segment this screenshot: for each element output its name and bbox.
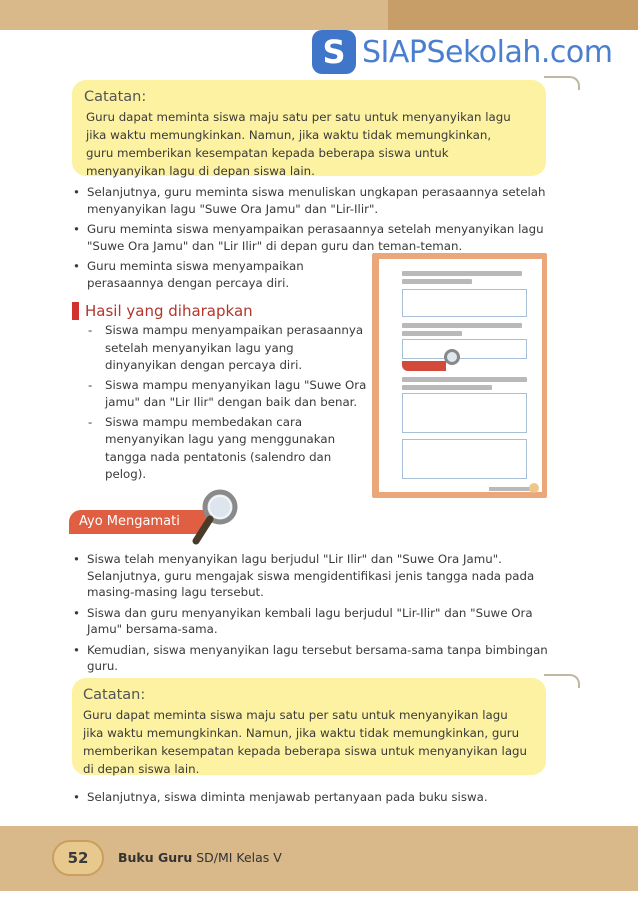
list-item: • Guru meminta siswa menyampaikan perasaannya dengan percaya diri. bbox=[73, 258, 373, 291]
thumb-answer-box bbox=[402, 289, 527, 317]
thumb-page-number bbox=[529, 483, 539, 493]
watermark bbox=[312, 28, 613, 76]
thumb-answer-box bbox=[402, 439, 527, 479]
note-line: jika waktu memungkinkan. Namun, jika waktu tidak memungkinkan, bbox=[86, 128, 492, 142]
list-item: • Guru meminta siswa menyampaikan perasaannya setelah menyanyikan lagu "Suwe Ora Jamu" dan "Lir Ilir" di depan guru dan teman-teman. bbox=[73, 221, 553, 254]
note-body bbox=[86, 108, 541, 180]
page-number: 52 bbox=[52, 840, 104, 876]
note-body bbox=[83, 706, 541, 778]
note-line: Guru dapat meminta siswa maju satu per satu untuk menyanyikan lagu bbox=[83, 708, 508, 722]
section-heading bbox=[72, 301, 253, 321]
book-title bbox=[118, 850, 282, 865]
thumb-text-line bbox=[402, 323, 522, 328]
list-item: • Selanjutnya, guru meminta siswa menuliskan ungkapan perasaannya setelah menyanyikan lagu "Suwe Ora Jamu" dan "Lir-Ilir". bbox=[73, 184, 553, 217]
thumb-text-line bbox=[402, 385, 492, 390]
section-title: Hasil yang diharapkan bbox=[85, 302, 253, 320]
top-decorative-band-dark bbox=[388, 0, 638, 30]
magnifier-icon bbox=[190, 487, 242, 547]
expected-results-list bbox=[88, 322, 368, 486]
list-item: - Siswa mampu menyampaikan perasaannya setelah menyanyikan lagu yang dinyanyikan dengan percaya diri. bbox=[88, 322, 368, 375]
thumb-text-line bbox=[402, 331, 462, 336]
note-title: Catatan: bbox=[84, 89, 147, 105]
list-item: • Siswa telah menyanyikan lagu berjudul "Lir Ilir" dan "Suwe Ora Jamu". Selanjutnya, guru mengajak siswa mengidentifikasi jenis tangga nada pada masing-masing lagu tersebut. bbox=[73, 551, 553, 601]
bullet-list-3 bbox=[73, 789, 553, 810]
thumb-text-line bbox=[402, 271, 522, 276]
thumb-text-line bbox=[402, 279, 472, 284]
thumb-answer-box bbox=[402, 393, 527, 433]
note-title: Catatan: bbox=[83, 687, 146, 703]
thumb-magnifier-icon bbox=[444, 349, 460, 365]
watermark-text: SIAPSekolah.com bbox=[362, 34, 613, 70]
note-corner-tab bbox=[544, 674, 580, 688]
book-title-rest: SD/MI Kelas V bbox=[192, 850, 282, 865]
list-item: • Kemudian, siswa menyanyikan lagu tersebut bersama-sama tanpa bimbingan guru. bbox=[73, 642, 553, 675]
note-line: jika waktu memungkinkan. Namun, jika waktu tidak memungkinkan, guru bbox=[83, 726, 520, 740]
note-box-1 bbox=[72, 80, 546, 176]
list-item: - Siswa mampu membedakan cara menyanyikan lagu yang menggunakan tangga nada pentatonis (salendro dan pelog). bbox=[88, 414, 368, 484]
section-marker bbox=[72, 302, 79, 320]
student-book-page-image bbox=[372, 253, 547, 498]
thumb-ayo-tag bbox=[402, 361, 446, 371]
note-line: di depan siswa lain. bbox=[83, 762, 200, 776]
note-line: guru memberikan kesempatan kepada beberapa siswa untuk bbox=[86, 146, 449, 160]
list-item: • Siswa dan guru menyanyikan kembali lagu berjudul "Lir-Ilir" dan "Suwe Ora Jamu" bersama-sama. bbox=[73, 605, 553, 638]
note-line: memberikan kesempatan kepada beberapa siswa untuk menyanyikan lagu bbox=[83, 744, 528, 758]
list-item: - Siswa mampu menyanyikan lagu "Suwe Ora jamu" dan "Lir Ilir" dengan baik dan benar. bbox=[88, 377, 368, 412]
list-item: • Selanjutnya, siswa diminta menjawab pertanyaan pada buku siswa. bbox=[73, 789, 553, 806]
thumb-answer-box bbox=[402, 339, 527, 359]
thumb-text-line bbox=[402, 377, 527, 382]
ayo-mengamati-badge: Ayo Mengamati bbox=[69, 510, 207, 534]
watermark-logo-icon: S bbox=[312, 30, 356, 74]
book-title-bold: Buku Guru bbox=[118, 850, 193, 865]
note-corner-tab bbox=[544, 76, 580, 90]
note-line: Guru dapat meminta siswa maju satu per satu untuk menyanyikan lagu bbox=[86, 110, 511, 124]
bullet-list-2 bbox=[73, 551, 553, 679]
book-page-paper bbox=[379, 259, 542, 492]
note-line: menyanyikan lagu di depan siswa lain. bbox=[86, 164, 315, 178]
note-box-2 bbox=[72, 678, 546, 775]
